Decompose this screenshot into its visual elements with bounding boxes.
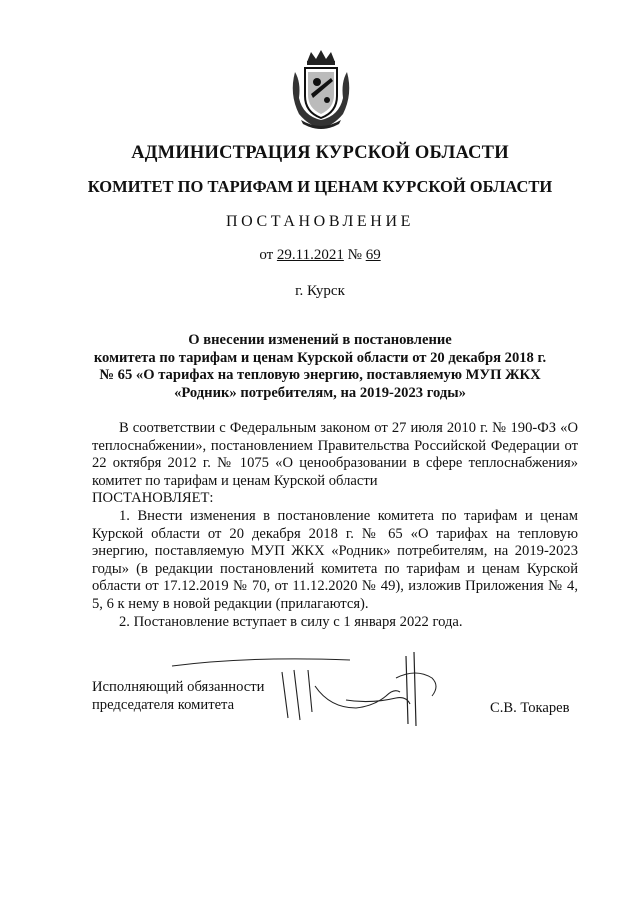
number-prefix: № bbox=[343, 247, 366, 263]
document-body bbox=[92, 420, 578, 631]
signatory-position bbox=[92, 678, 264, 714]
title-line: № 65 «О тарифах на тепловую энергию, поставляемую МУП ЖКХ bbox=[99, 367, 541, 383]
document-number: 69 bbox=[365, 247, 381, 263]
title-line: «Родник» потребителям, на 2019-2023 годы» bbox=[174, 384, 466, 401]
date-number-line bbox=[0, 247, 640, 264]
committee-heading: КОМИТЕТ ПО ТАРИФАМ И ЦЕНАМ КУРСКОЙ ОБЛАСТИ bbox=[87, 177, 553, 196]
administration-heading: АДМИНИСТРАЦИЯ КУРСКОЙ ОБЛАСТИ bbox=[131, 143, 509, 163]
item-1-paragraph: 1. Внести изменения в постановление комитета по тарифам и ценам Курской области от 20 декабря 2018 г. № 65 «О тарифах на тепловую энергию, поставляемую МУП ЖКХ «Родник» потребителям, на 2019-2023 годы» (в редакции постановлений комитета по тарифам и ценам Курской области от 17.12.2019 № 70, от 11.12.2020 № 49), изложив Приложения № 4, 5, 6 к нему в новой редакции (прилагаются). bbox=[92, 507, 578, 612]
document-title bbox=[90, 332, 550, 402]
signatory-name: С.В. Токарев bbox=[490, 700, 570, 716]
position-line: председателя комитета bbox=[92, 697, 235, 713]
city: г. Курск bbox=[295, 283, 345, 299]
item-2-paragraph: 2. Постановление вступает в силу с 1 января 2022 года. bbox=[119, 613, 463, 630]
title-line: О внесении изменений в постановление bbox=[188, 332, 452, 348]
document-type: ПОСТАНОВЛЕНИЕ bbox=[226, 213, 414, 230]
document-date: 29.11.2021 bbox=[276, 247, 344, 263]
date-prefix: от bbox=[259, 247, 277, 263]
preamble-paragraph: В соответствии с Федеральным законом от 27 июля 2010 г. № 190-ФЗ «О теплоснабжении», постановлением Правительства Российской Федерации от 22 октября 2012 г. № 1075 «О ценообразовании в сфере теплоснабжения» комитет по тарифам и ценам Курской области bbox=[92, 420, 578, 489]
title-line: комитета по тарифам и ценам Курской области от 20 декабря 2018 г. bbox=[93, 349, 547, 366]
coat-of-arms-emblem bbox=[285, 48, 357, 130]
resolves-word: ПОСТАНОВЛЯЕТ: bbox=[92, 490, 214, 507]
position-line: Исполняющий обязанности bbox=[92, 679, 265, 695]
